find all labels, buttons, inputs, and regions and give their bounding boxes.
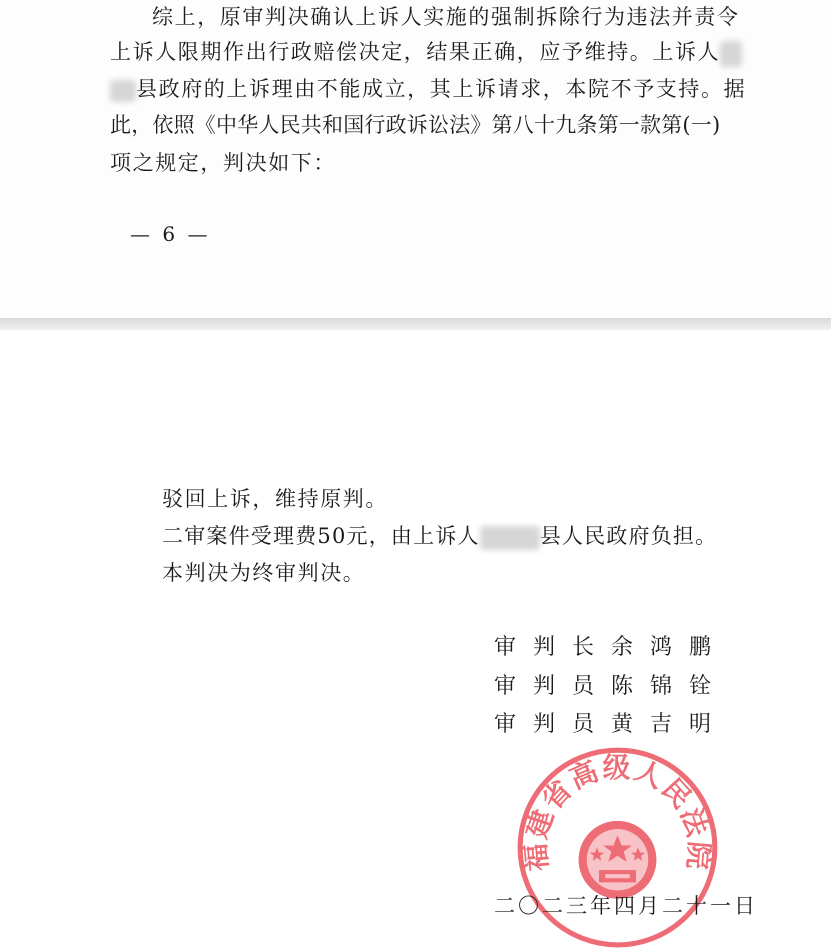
paragraph-line-5: 项之规定，判决如下：	[110, 151, 336, 175]
paragraph-line-3-text: 县政府的上诉理由不能成立，其上诉请求，本院不予支持。据	[136, 77, 747, 101]
page-number: — 6 —	[130, 222, 211, 246]
paragraph-line-3	[110, 76, 746, 102]
signature-judge-1	[494, 669, 728, 700]
redaction-blur	[110, 80, 136, 102]
verdict-line-3: 本判决为终审判决。	[162, 561, 366, 585]
signature-name: 陈锦铨	[611, 674, 729, 699]
page-divider	[0, 318, 831, 330]
signature-role: 审判长	[494, 635, 612, 660]
signature-name: 余鸿鹏	[611, 635, 729, 660]
paragraph-line-2	[110, 39, 742, 67]
seal-text: 福建省高级人民法院	[518, 751, 717, 873]
paragraph-line-2-text: 上诉人限期作出行政赔偿决定，结果正确，应予维持。上诉人	[110, 40, 721, 64]
verdict-line-2	[162, 523, 717, 550]
redaction-blur	[720, 41, 742, 67]
verdict-line-2-tail: 县人民政府负担。	[539, 524, 718, 548]
signature-role: 审判员	[494, 712, 612, 737]
signature-presiding-judge	[494, 630, 728, 661]
redaction-blur	[480, 526, 540, 550]
judgment-date: 二〇二三年四月二十一日	[494, 894, 758, 918]
signature-name: 黄吉明	[611, 712, 729, 737]
signature-judge-2	[494, 707, 728, 738]
verdict-line-1: 驳回上诉，维持原判。	[162, 487, 388, 511]
verdict-line-2-text: 二审案件受理费50元，由上诉人	[162, 524, 480, 548]
paragraph-line-4: 此，依照《中华人民共和国行政诉讼法》第八十九条第一款第(一)	[110, 113, 721, 137]
paragraph-line-1: 综上，原审判决确认上诉人实施的强制拆除行为违法并责令	[152, 5, 740, 29]
emblem-icon	[579, 821, 657, 899]
signature-role: 审判员	[494, 674, 612, 699]
